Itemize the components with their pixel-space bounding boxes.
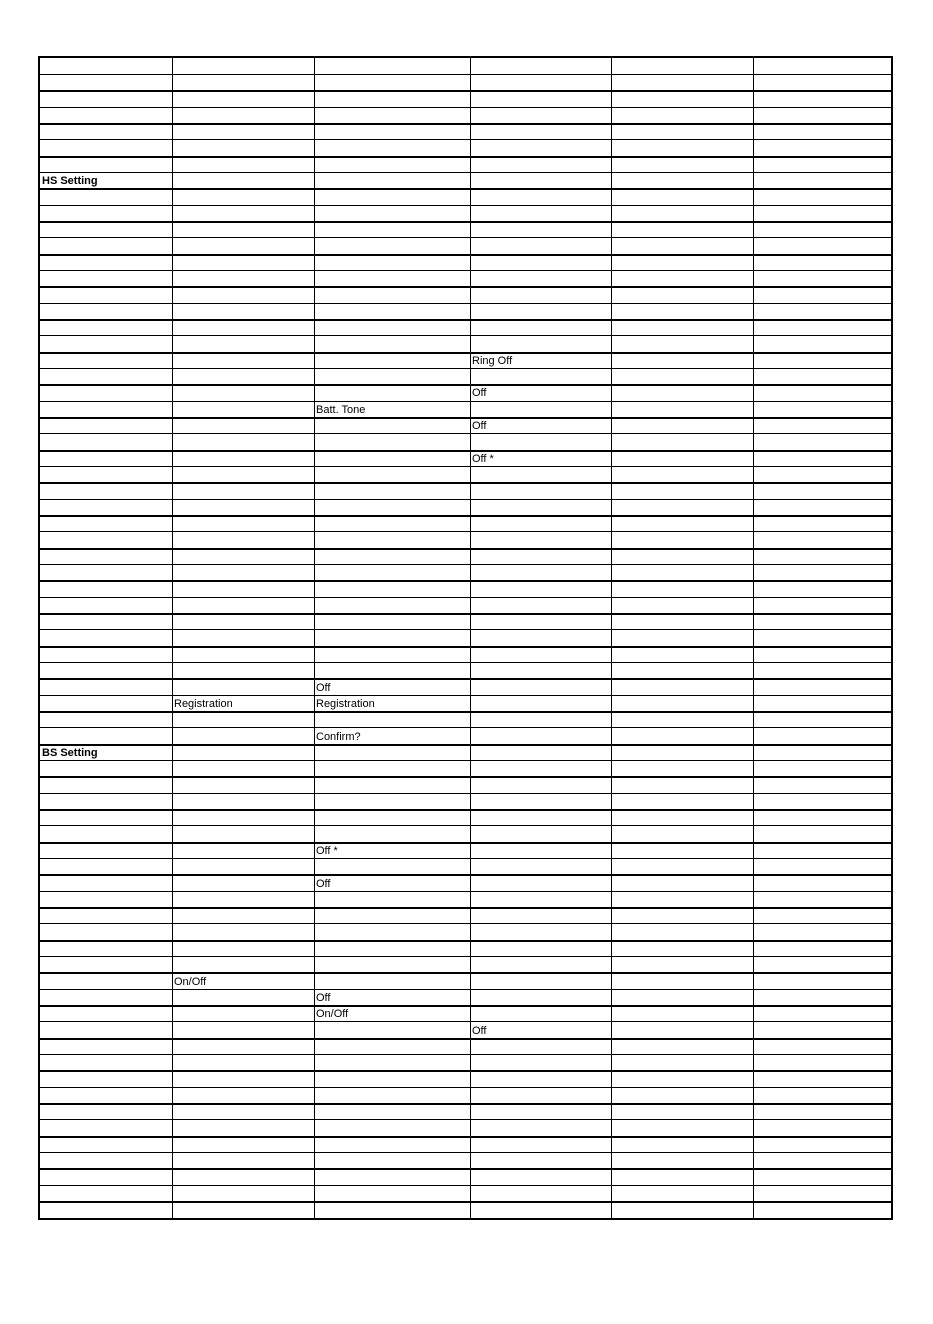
row-divider — [40, 1185, 891, 1186]
table-cell: Off — [316, 681, 331, 694]
column-divider — [611, 58, 612, 1218]
row-divider — [40, 172, 891, 173]
row-divider — [40, 482, 891, 484]
row-divider — [40, 711, 891, 713]
row-divider — [40, 989, 891, 990]
table-cell: Off * — [316, 844, 338, 857]
row-divider — [40, 1070, 891, 1072]
row-divider — [40, 793, 891, 794]
table-cell: Off — [316, 877, 331, 890]
table-cell: Confirm? — [316, 730, 361, 743]
section-heading: BS Setting — [42, 746, 98, 759]
row-divider — [40, 1103, 891, 1105]
row-divider — [40, 188, 891, 190]
row-divider — [40, 139, 891, 140]
row-divider — [40, 776, 891, 778]
table-cell: Off — [316, 991, 331, 1004]
row-divider — [40, 1038, 891, 1040]
row-divider — [40, 515, 891, 517]
table-cell: Ring Off — [472, 354, 513, 367]
row-divider — [40, 417, 891, 419]
row-divider — [40, 352, 891, 354]
row-divider — [40, 286, 891, 288]
row-divider — [40, 466, 891, 467]
row-divider — [40, 1054, 891, 1055]
row-divider — [40, 809, 891, 811]
row-divider — [40, 564, 891, 565]
row-divider — [40, 548, 891, 550]
column-divider — [470, 58, 471, 1218]
row-divider — [40, 368, 891, 369]
row-divider — [40, 744, 891, 746]
spreadsheet-grid — [38, 56, 893, 1220]
column-divider — [314, 58, 315, 1218]
row-divider — [40, 1021, 891, 1022]
row-divider — [40, 499, 891, 500]
table-cell: Registration — [316, 697, 375, 710]
row-divider — [40, 319, 891, 321]
row-divider — [40, 254, 891, 256]
section-heading: HS Setting — [42, 175, 98, 188]
row-divider — [40, 858, 891, 859]
row-divider — [40, 107, 891, 108]
row-divider — [40, 923, 891, 924]
row-divider — [40, 531, 891, 532]
row-divider — [40, 629, 891, 630]
row-divider — [40, 580, 891, 582]
row-divider — [40, 695, 891, 696]
row-divider — [40, 1087, 891, 1088]
row-divider — [40, 972, 891, 974]
row-divider — [40, 74, 891, 75]
row-divider — [40, 1005, 891, 1007]
row-divider — [40, 270, 891, 271]
row-divider — [40, 433, 891, 434]
row-divider — [40, 450, 891, 452]
row-divider — [40, 727, 891, 728]
row-divider — [40, 646, 891, 648]
row-divider — [40, 156, 891, 158]
row-divider — [40, 335, 891, 336]
column-divider — [172, 58, 173, 1218]
table-cell: On/Off — [316, 1008, 349, 1021]
row-divider — [40, 1168, 891, 1170]
row-divider — [40, 1152, 891, 1153]
row-divider — [40, 90, 891, 92]
row-divider — [40, 956, 891, 957]
table-cell: Off — [472, 1024, 487, 1037]
table-cell: Off * — [472, 452, 494, 465]
row-divider — [40, 597, 891, 598]
row-divider — [40, 907, 891, 909]
row-divider — [40, 662, 891, 663]
row-divider — [40, 123, 891, 125]
row-divider — [40, 842, 891, 844]
row-divider — [40, 205, 891, 206]
table-cell: Batt. Tone — [316, 403, 366, 416]
column-divider — [753, 58, 754, 1218]
row-divider — [40, 401, 891, 402]
table-cell: Off — [472, 420, 487, 433]
row-divider — [40, 221, 891, 223]
row-divider — [40, 940, 891, 942]
row-divider — [40, 613, 891, 615]
row-divider — [40, 678, 891, 680]
row-divider — [40, 384, 891, 386]
table-cell: Off — [472, 387, 487, 400]
row-divider — [40, 760, 891, 761]
row-divider — [40, 825, 891, 826]
table-cell: Registration — [174, 697, 233, 710]
row-divider — [40, 891, 891, 892]
table-cell: On/Off — [174, 975, 207, 988]
row-divider — [40, 237, 891, 238]
row-divider — [40, 1136, 891, 1138]
row-divider — [40, 874, 891, 876]
row-divider — [40, 1119, 891, 1120]
row-divider — [40, 303, 891, 304]
row-divider — [40, 1201, 891, 1203]
